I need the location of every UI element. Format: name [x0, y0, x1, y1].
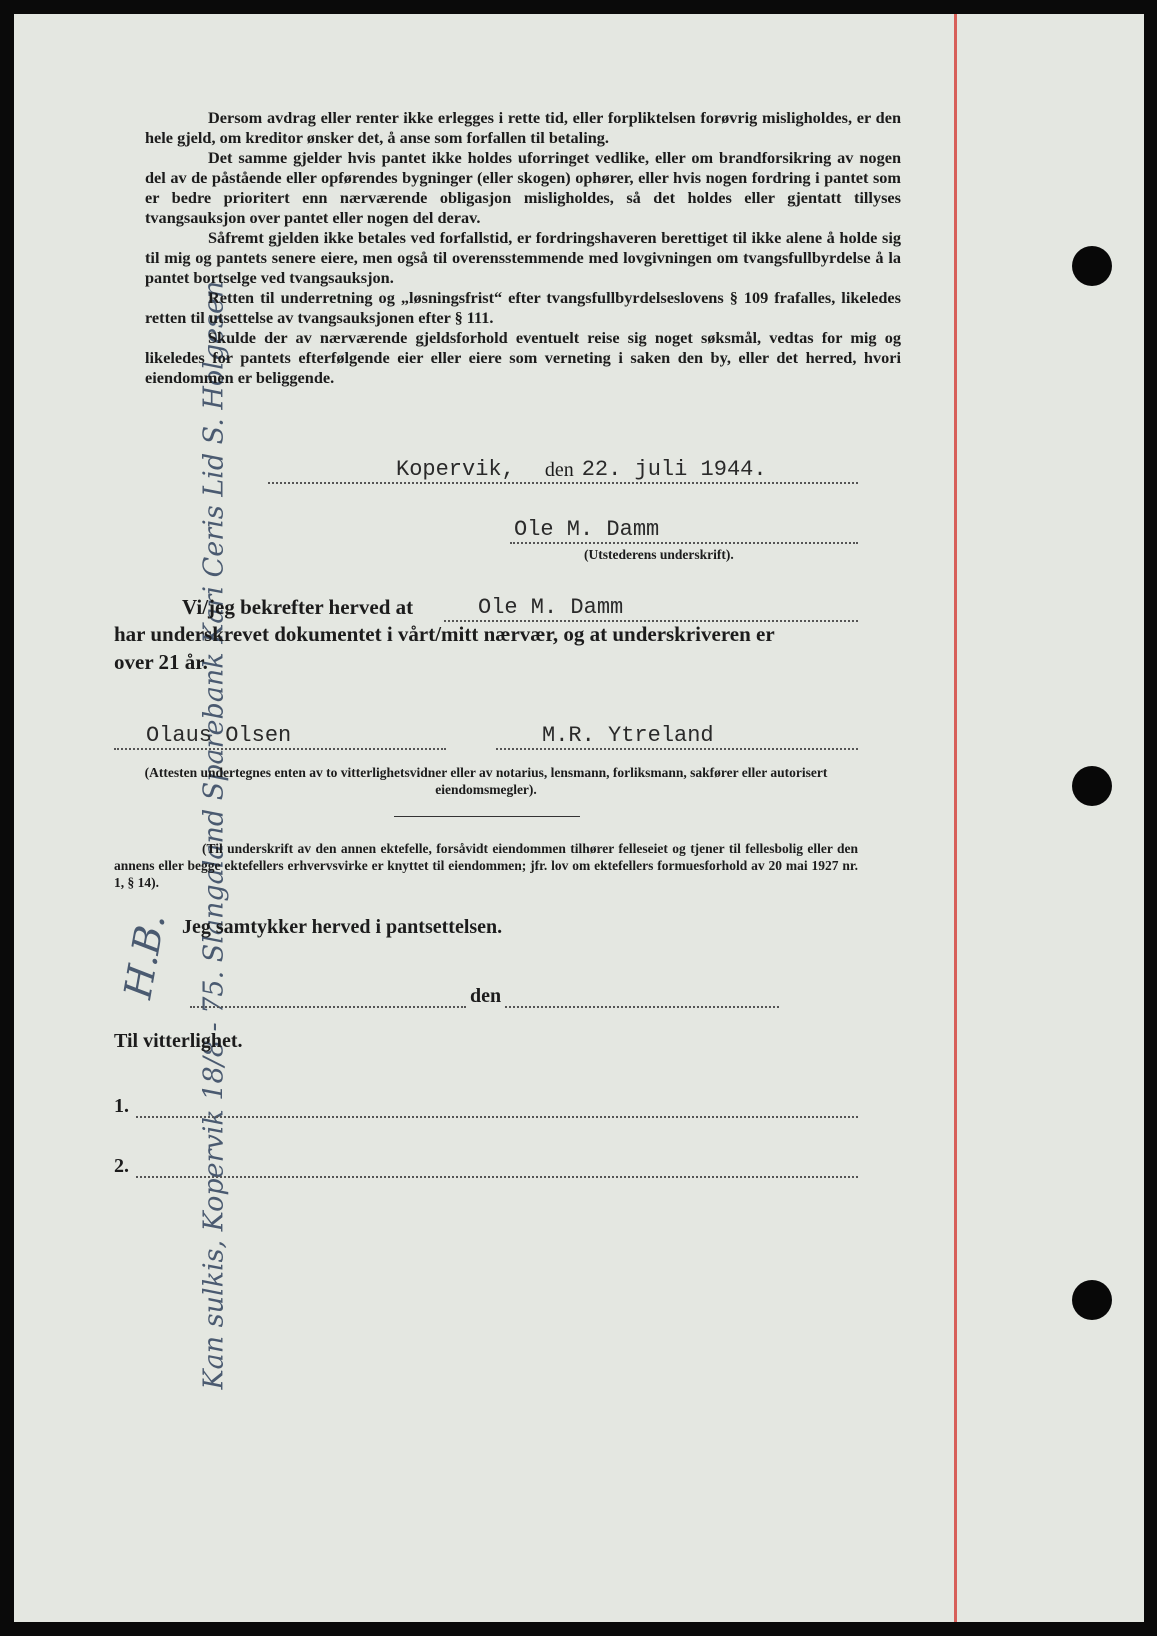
witness-right-line [496, 714, 858, 750]
place-date-line [268, 446, 858, 484]
consent-den-label: den [470, 985, 502, 1007]
consent-date-line [190, 980, 779, 1008]
witness-line-2 [114, 1150, 858, 1178]
consent-place-dots [190, 980, 466, 1008]
witness-line-dots [136, 1092, 858, 1118]
legal-paragraph: Det samme gjelder hvis pantet ikke holdes uforringet vedlike, eller om brandforsikring av nogen del av de påstående eller opførendes bygninger (eller skogen) ophører, eller hvis nogen fordring i pantet som er bedre prioritert enn nærværende obligasjon misligholdes, så det holdes eller gjentatt tillyses tvangsauksjon over pantet eller nogen del derav. [145, 148, 901, 227]
margin-initials: H.B. [115, 910, 174, 1002]
issuer-name: Ole M. Damm [514, 517, 660, 542]
punch-hole-middle [1072, 766, 1112, 806]
confirmation-prefix: Vi/jeg bekrefter herved at [182, 595, 414, 619]
document-page [14, 14, 1144, 1622]
confirmation-name: Ole M. Damm [478, 595, 624, 620]
margin-annotation: Kan sulkis, Kopervik 18/8 - 75. Slangaland Sparebank Kari Ceris Lid S. Holgesen [198, 280, 230, 1390]
place: Kopervik, [396, 457, 515, 482]
consent-date-dots [505, 980, 779, 1008]
consent-statement: Jeg samtykker herved i pantsettelsen. [182, 916, 503, 938]
confirmation-line [182, 586, 413, 620]
attest-note: (Attesten undertegnes enten av to vitterlighetsvidner eller av notarius, lensmann, forliksmann, sakfører eller autorisert eiendomsmegler). [144, 765, 828, 797]
issuer-signature-line [510, 510, 858, 544]
confirmation-line-3: over 21 år. [114, 650, 208, 674]
confirmation-name-line [444, 586, 858, 622]
separator-rule [394, 816, 580, 817]
witness-left-name: Olaus Olsen [146, 723, 292, 748]
witness-line-dots [136, 1152, 858, 1178]
den-label: den [544, 459, 574, 481]
legal-paragraph: Dersom avdrag eller renter ikke erlegges i rette tid, eller forpliktelsen forøvrig misligholdes, er den hele gjeld, om kreditor ønsker det, å anse som forfallen til betaling. [145, 108, 901, 147]
confirmation-line-2: har underskrevet dokumentet i vårt/mitt nærvær, og at underskriveren er [114, 622, 775, 646]
date: 22. juli 1944. [581, 457, 767, 482]
legal-paragraph: Retten til underretning og „løsningsfrist“ efter tvangsfullbyrdelseslovens § 109 frafalles, likeledes retten til utsettelse av tvangsauksjonen efter § 111. [145, 288, 901, 327]
witness-heading: Til vitterlighet. [114, 1030, 243, 1052]
margin-rule [954, 14, 957, 1622]
issuer-caption: (Utstederens underskrift). [584, 547, 734, 562]
witness-line-number: 1. [114, 1095, 129, 1117]
witness-left-line [114, 714, 446, 750]
punch-hole-bottom [1072, 1280, 1112, 1320]
witness-right-name: M.R. Ytreland [542, 723, 714, 748]
punch-hole-top [1072, 246, 1112, 286]
spouse-note: (Til underskrift av den annen ektefelle, forsåvidt eiendommen tilhører felleseiet og tjener til fellesbolig eller den annens eller begge ektefellers erhvervsvirke er knyttet til eiendommen; jfr. lov om ektefellers formuesforhold av 20 mai 1927 nr. 1, § 14). [114, 841, 858, 890]
legal-paragraph: Såfremt gjelden ikke betales ved forfallstid, er fordringshaveren berettiget til ikke alene å holde sig til mig og pantets senere eiere, men også til overensstemmende med lovgivningen om tvangsfullbyrdelse å la pantet bortselge ved tvangsauksjon. [145, 228, 901, 287]
witness-line-number: 2. [114, 1155, 129, 1177]
legal-terms [145, 108, 901, 388]
witness-line-1 [114, 1090, 858, 1118]
legal-paragraph: Skulde der av nærværende gjeldsforhold eventuelt reise sig noget søksmål, vedtas for mig og likeledes for pantets efterfølgende eier eller eiere som verneting i saken den by, eller det herred, hvori eiendommen er beliggende. [145, 328, 901, 387]
